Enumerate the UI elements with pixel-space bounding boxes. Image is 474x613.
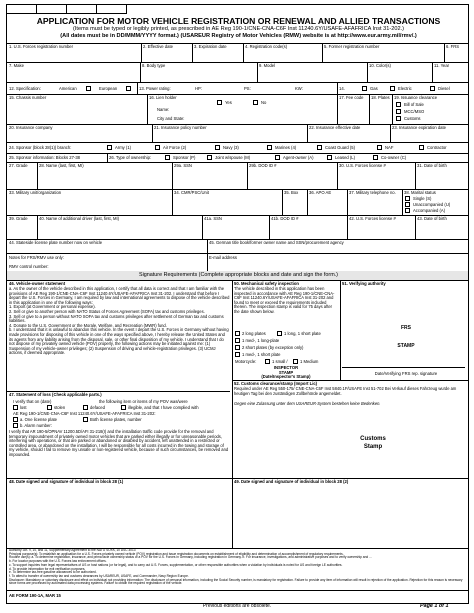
fuel-diesel-label: Diesel [438, 86, 450, 91]
sponsor-branch-label: 24. Sponsor (block 28(1)) branch: [9, 145, 72, 150]
motorcycle-label: Motorcycle: [235, 359, 257, 364]
privacy-routine-e: e. To determine tax-free gasoline allowances to be authorized. [9, 570, 97, 575]
field-effective-date[interactable]: 2. Effective date [143, 44, 173, 49]
field-sponsor-name[interactable]: 28. Name (last, first, MI) [39, 163, 84, 168]
privacy-routine-f: f. To attest to transfer of ownership tax and customs clearances by USAREUR, USAFE, and Commander, Navy Region Europe. [9, 573, 189, 578]
motorcycle-small-label: 1 small / [272, 359, 288, 364]
ownership-joint-label: Joint w/spouse (M) [215, 155, 251, 160]
form-page [6, 4, 469, 604]
privacy-routine: Routine use(s): a. To determine registration, insurance, and prima facie ownership status of a POV for the U.S. Forces in Germany, including registration in Germany. b. For insurance, investigations, and administrative purposes and to verify ownership and ... [9, 555, 372, 560]
motorcycle-medium-label: 1 Medium [300, 359, 319, 364]
branch-contractor-label: Contractor [427, 145, 447, 150]
field-registration-codes[interactable]: 4. Registration code(s) [245, 44, 288, 49]
field-driver-dod-id[interactable]: 41b. DOD ID # [271, 216, 299, 221]
field-ssn[interactable]: 29a. SSN [174, 163, 192, 168]
privacy-purpose: Principal purpose(s): To establish an application for a U.S. Forces privately owned vehicle (POV) registration and issue registration documents on establishment of eligibility and determination of accomplishment of regulatory requirements. [9, 551, 344, 556]
field-former-registration[interactable]: 5. Former registration number [324, 44, 380, 49]
field-dod-id[interactable]: 29b. DOD ID # [249, 163, 277, 168]
branch-coastguard-checkbox[interactable] [317, 145, 322, 150]
power-kw-label: KW: [295, 86, 303, 91]
loss-both-plates-label: Both license plates, number [90, 417, 142, 422]
motorcycle-small-checkbox[interactable] [265, 359, 270, 364]
field-military-phone[interactable]: 37. Military telephone no. [349, 190, 396, 195]
loss-defaced-label: defaced [90, 405, 105, 410]
loss-date-label[interactable]: I verify that on (date) [13, 399, 52, 404]
privacy-routine-c: c. To support inquiries from legal representatives of US or host nations (or for legal), and to carry out U.S. Forces, supplementation, or other responsible authorities when a violation by individuals is noted for US and foreign LE authorities. [9, 562, 343, 567]
header-tab [97, 5, 127, 14]
motorcycle-medium-checkbox[interactable] [293, 359, 298, 364]
vehicle-owner-statement-title: 46. Vehicle-owner statement [9, 281, 66, 286]
privacy-routine-d: d. To provide information for exit verification purposes. [9, 566, 86, 571]
field-driver-grade[interactable]: 39. Grade [9, 216, 28, 221]
branch-contractor-checkbox[interactable] [419, 145, 424, 150]
field-colors[interactable]: 10. Color(s) [369, 63, 391, 68]
lien-no-checkbox[interactable] [253, 100, 258, 105]
loss-items-label: the following item or items of my POV was/were [99, 399, 188, 404]
verifying-signature-label[interactable]: Date/Verifying FRS rep. signature [374, 371, 438, 376]
spec-european-label: European [99, 86, 118, 91]
sponsor-info-label: 25. Sponsor information: Blocks 27-38 [9, 155, 80, 160]
ownership-sponsor-label: Sponsor (P) [173, 155, 196, 160]
branch-navy-checkbox[interactable] [215, 145, 220, 150]
lien-no-label: No [261, 100, 267, 105]
signature-block-48[interactable]: 48. Date signed and signature of individual in block 28 (1) [9, 479, 124, 484]
fuel-electric-checkbox[interactable] [390, 86, 395, 91]
field-license[interactable]: 30. U.S. Forces license # [339, 163, 386, 168]
bill-of-sale-label: Bill of Sale [404, 102, 424, 107]
field-driver-dob[interactable]: 43. Date of birth [417, 216, 447, 221]
form-subtitle: (Items must be typed or legibly printed, as prescribed in AE Reg 190-1/CNE-CNA-C6F Inst 11240.6Y/USAFE-AFAFRICA Inst 31-202.) [73, 26, 404, 32]
loss-one-plate-checkbox[interactable] [13, 417, 18, 422]
ownership-coowner-label: Co-owner (C) [381, 155, 407, 160]
header-tab [7, 5, 37, 14]
bill-of-sale-checkbox[interactable] [396, 102, 401, 107]
field-dob[interactable]: 31. Date of birth [417, 163, 447, 168]
field-grade[interactable]: 27. Grade [9, 163, 28, 168]
marital-single-label: Single (S) [413, 196, 432, 201]
loss-lost-checkbox[interactable] [13, 405, 18, 410]
privacy-authority: Authority: Art. 9, 10, and 11, Supplementary Agreement to the NATO SOFA, 10 USC 3013 [9, 548, 136, 552]
loss-defaced-checkbox[interactable] [83, 405, 88, 410]
field-policy-number[interactable]: 21. Insurance policy number [154, 125, 207, 130]
vehicle-owner-statement-text: a. As the owner of the vehicle described in this application, I certify that all data is correct and that I am familiar with the provisions of AE Reg 190-1/CNE-CNA-C6F Inst 11240.6Y/USAFE-AFAFRICA Inst 31-202. I understand that before I depart the U.S. Forces in Germany, I am required by law and international agreements to dispose of the vehicle described in this application in one of the following ways: 1. Export (at Government or personal expense). 2. Sell or give to another person with NATO Status of Forces Agreement (SOFA) tax and customs privileges. 3. Sell or give to a person without NATO SOFA tax and customs privileges after settlement of German tax and customs liabilities. 4. Donate to the U.S. Government or the Morale, Welfare, and Recreation (MWR) fund. b. I understand that it is unlawful to abandon this vehicle. In the event I depart the U.S. Forces in Germany without having made provisions for disposing of this vehicle in one of the ways specified above, I hereby release the United States and its agents from any liability arising from the disposal, sale, or other final disposition of my vehicle. I understand that I do not dispose of my privately owned vehicle (POV) properly, the following actions may be initiated against me: (1) Suspension of my vehicle-owner privileges; (2) Suspension of driving and vehicle-registration privileges. (3) UCMJ actions, if deemed appropriate. [9, 286, 230, 356]
loss-illegible-label: illegible, and that I have complied with [128, 405, 199, 410]
field-plates[interactable]: 18. Plates [371, 95, 390, 100]
ownership-agent-label: Agent-owner (A) [283, 155, 314, 160]
page-number: Page 1 of 1 [420, 603, 449, 609]
branch-airforce-checkbox[interactable] [155, 145, 160, 150]
lien-yes-label: Yes [225, 100, 232, 105]
customs-stamp: Customs Stamp [360, 436, 386, 450]
header-tabs [7, 5, 470, 14]
plates-long-short-label: 1 long, 1 short plate [284, 331, 321, 336]
loss-illegible-checkbox[interactable] [121, 405, 126, 410]
field-fee-code[interactable]: 17. Fee code [339, 95, 364, 100]
loss-statement-text: I verify that AR 190-5/OPNAV 11200.5D/AFI 31-218(I) and the installation traffic code provide for the removal and temporary impoundment of privately owned motor vehicles that are parked either illegally or for unreasonable periods, interfering with operations, or that are parked or abandoned or disabled by accident, left unattended in a restricted or controlled area, or abandoned on the installation, I will be responsible for all costs incurred in the towing and storage of my vehicle, should I fail to remove my unsafe or non-registered vehicle, because of such circumstances, be removed and impounded. [9, 429, 229, 457]
field-body-type[interactable]: 8. Body type [142, 63, 166, 68]
marital-unaccompanied-label: Unaccompanied (U) [413, 202, 451, 207]
lien-name-label[interactable]: Name: [157, 107, 170, 112]
email-label[interactable]: E-mail address [209, 255, 237, 260]
field-box[interactable]: 35. Box [284, 190, 299, 195]
plates-med-long-checkbox[interactable] [235, 338, 240, 343]
spec-american-checkbox[interactable] [86, 86, 91, 91]
field-make[interactable]: 7. Make [9, 63, 24, 68]
field-expiration-date[interactable]: 3. Expiration date [194, 44, 227, 49]
field-registration-number[interactable]: 1. U.S. Forces registration number [9, 44, 74, 49]
plates-med-short-label: 1 med-, 1 short plate [242, 352, 281, 357]
plates-two-short-checkbox[interactable] [235, 345, 240, 350]
branch-marines-label: Marines (4) [275, 145, 297, 150]
fuel-electric-label: Electric [398, 86, 412, 91]
safety-inspection-title: 50. Mechanical safety inspection [234, 281, 299, 286]
branch-army-label: Army (1) [115, 145, 132, 150]
field-insurance-effective[interactable]: 22. Insurance effective date [309, 125, 361, 130]
signature-block-49[interactable]: 49. Date signed and signature of individual in block 28 (2) [234, 479, 349, 484]
plates-two-short-label: 2 short plates (by exception only) [242, 345, 304, 350]
plates-med-long-label: 1 med-, 1 long-plate [242, 338, 280, 343]
field-year[interactable]: 11. Year [434, 63, 450, 68]
field-military-unit[interactable]: 33. Military unit/organization [9, 190, 62, 195]
field-model[interactable]: 9. Model [259, 63, 276, 68]
field-driver-license[interactable]: 42. U.S. Forces license # [349, 216, 396, 221]
field-insurance-company[interactable]: 20. Insurance company [9, 125, 53, 130]
loss-regulation-label: AE Reg 190-1/CNE-CNA-C6F Inst 11240.6Y/USAFE-AFAFRICA Inst 31-202: [13, 411, 156, 416]
power-ps-label: PS: [244, 86, 251, 91]
privacy-disclosure: Disclosure: Mandatory or voluntary disclosure and effect on individual not providing information: The disclosure of personal information, including the Social Security number, is mandatory for registration. Failure to provide any item of information will result in rejection of the application. Rejection for this reason is necessary since forms are processed by automated data processing systems. Failure to obtain the required registration of the vehicle. [9, 577, 463, 586]
header-tab [37, 5, 67, 14]
loss-alarm-checkbox[interactable] [13, 423, 18, 428]
spec-american-label: American [59, 86, 77, 91]
form-number: AE FORM 190-1A, MAR 15 [9, 593, 61, 598]
loss-stolen-checkbox[interactable] [47, 405, 52, 410]
mcc-checkbox[interactable] [396, 109, 401, 114]
stamp-label: STAMP [397, 343, 415, 349]
loss-one-plate-label: a. One license plate [20, 417, 58, 422]
ownership-agent-checkbox[interactable] [275, 155, 280, 160]
field-german-title[interactable]: 45. German title book/former owner name and SSN/procurement agency [209, 240, 344, 245]
lien-label: 16. Lien holder [149, 95, 177, 100]
field-driver-ssn[interactable]: 41a. SSN [204, 216, 222, 221]
customs-clearance-text: Required under AE Reg 550-175/ CNE-CNA-C6F Inst 5840.1F/USAFE Inst 51-702 Bei Verkauf dieses Fahrzeug wurde am heutigen Tag bei den zuständigen Zollbehörde angemeldet. [234, 386, 457, 396]
form-subtitle-dates: (All dates must be in DD/MMM/YYYY format.) (USAREUR Registry of Motor Vehicles (RMW) website is at http://www.eur.army.mil/rmv/.) [60, 33, 417, 39]
spec-european-checkbox[interactable] [126, 86, 131, 91]
header-tab [67, 5, 97, 14]
customs-clearance-title: 52. Customs clearance/stamp (Import Lic) [234, 381, 318, 386]
lien-city-label[interactable]: City and State: [157, 116, 185, 121]
branch-marines-checkbox[interactable] [267, 145, 272, 150]
plates-long-short-checkbox[interactable] [277, 331, 282, 336]
ownership-joint-checkbox[interactable] [207, 155, 212, 160]
branch-army-checkbox[interactable] [107, 145, 112, 150]
power-hp-label: HP: [195, 86, 202, 91]
field-driver-name[interactable]: 40. Name of additional driver (last, first, MI) [39, 216, 120, 221]
field-cmr-psc[interactable]: 34. CMR/PSC/Unit [174, 190, 209, 195]
customs-checkbox[interactable] [396, 116, 401, 121]
privacy-routine-b: b. For locator purposes with the U.S. Forces law enforcement offices. [9, 559, 107, 564]
inspector-stamp: INSPECTOR STAMP (Date/Inspector's Stamp) [261, 365, 311, 380]
marital-status-label: 38. Marital status [404, 190, 436, 195]
loss-stolen-label: stolen [54, 405, 66, 410]
ownership-label: 26. Type of ownership: [109, 155, 152, 160]
fuel-label: 14. [339, 86, 345, 91]
loss-alarm-label[interactable]: b. Alarm number: [20, 423, 52, 428]
form-title: APPLICATION FOR MOTOR VEHICLE REGISTRATION OR RENEWAL AND ALLIED TRANSACTIONS [36, 16, 441, 26]
marital-unaccompanied-checkbox[interactable] [405, 202, 410, 207]
spec-label: 12. Specification: [9, 86, 41, 91]
fuel-gas-label: Gas [370, 86, 378, 91]
loss-lost-label: lost [20, 405, 27, 410]
field-stateside-plate[interactable]: 44. Stateside license plate number now on vehicle [9, 240, 103, 245]
marital-single-checkbox[interactable] [405, 196, 410, 201]
plates-two-long-checkbox[interactable] [235, 331, 240, 336]
ownership-sponsor-checkbox[interactable] [165, 155, 170, 160]
fuel-gas-checkbox[interactable] [362, 86, 367, 91]
marital-accompanied-checkbox[interactable] [405, 208, 410, 213]
branch-airforce-label: Air Force (2) [163, 145, 187, 150]
lien-yes-checkbox[interactable] [217, 100, 222, 105]
fuel-diesel-checkbox[interactable] [430, 86, 435, 91]
customs-clearance-german: Gegen eine Zulassung unter dem USAREUR-System bestehen keine Bedenken. [234, 401, 381, 406]
ownership-coowner-checkbox[interactable] [373, 155, 378, 160]
field-frs[interactable]: 6. FRS [446, 44, 460, 49]
signature-requirements-heading: Signature Requirements (Complete appropriate blocks and date and sign the form.) [139, 272, 338, 278]
notes-frs-label[interactable]: Notes for FRS/RMV use only: [9, 255, 64, 260]
branch-navy-label: Navy (3) [223, 145, 239, 150]
issuance-label: 19. Issuance clearance [394, 95, 438, 100]
verifying-authority-title: 51. Verifying authority [342, 281, 386, 286]
branch-naf-checkbox[interactable] [377, 145, 382, 150]
mcc-label: MCC/MSO [404, 109, 425, 114]
power-label: 13. Power rating: [139, 86, 171, 91]
branch-naf-label: NAF [385, 145, 394, 150]
field-chassis[interactable]: 15. Chassis number [9, 95, 47, 100]
rmv-control-label[interactable]: RMV control number: [9, 264, 49, 269]
previous-editions-note: Previous editions are obsolete. [202, 603, 272, 609]
plates-med-short-checkbox[interactable] [235, 352, 240, 357]
loss-both-plates-checkbox[interactable] [83, 417, 88, 422]
branch-coastguard-label: Coast Guard (5) [325, 145, 356, 150]
frs-stamp-label: FRS [401, 325, 411, 331]
field-insurance-expiration[interactable]: 23. Insurance expiration date [392, 125, 447, 130]
ownership-leased-label: Leased (L) [335, 155, 356, 160]
safety-inspection-text: The vehicle described in this application has been inspected in accordance with AE Reg 190-1/CNE-CNA-C6F Inst 11240.6Y/USAFE-AFAFRICA Inst 31-202 and found to meet or exceed the requirements included therein. The inspection stamp is valid for 75 days after the date shown below. [234, 286, 335, 314]
customs-label: Customs [404, 116, 421, 121]
field-apo[interactable]: 36. APO AE [309, 190, 332, 195]
statement-of-loss-title: 47. Statement of loss (Check applicable parts.) [9, 392, 102, 397]
marital-accompanied-label: Accompanied (A) [413, 208, 446, 213]
ownership-leased-checkbox[interactable] [327, 155, 332, 160]
plates-two-long-label: 2 long plates [242, 331, 266, 336]
